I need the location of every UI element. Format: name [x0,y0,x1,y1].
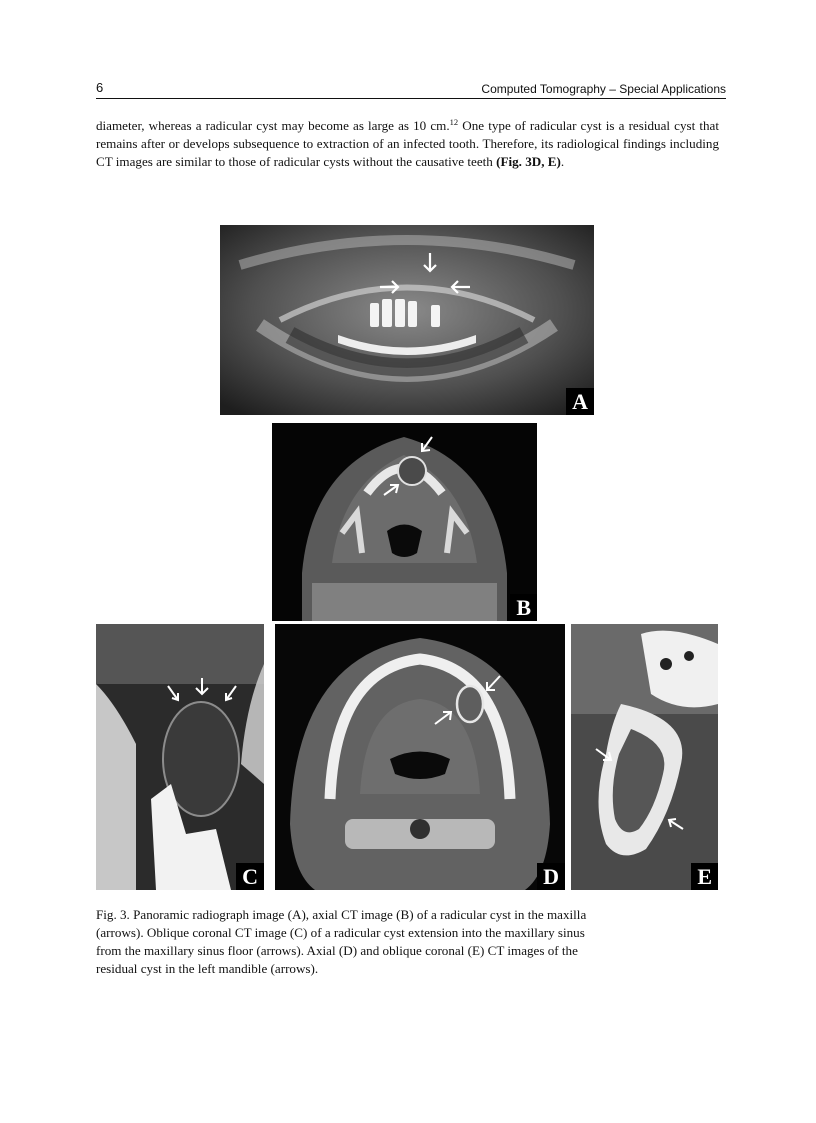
panel-label-c: C [236,863,264,890]
body-paragraph [96,117,719,171]
axial-ct-mandible-image [275,624,565,890]
figure-caption [96,906,719,978]
panel-label-a: A [566,388,594,415]
body-text-3: . [560,154,565,169]
figure-panel-a [220,225,594,415]
figure-reference: (Fig. 3D, E) [496,154,561,169]
running-header [96,80,726,98]
panel-label-d: D [537,863,565,890]
figure-panel-d [275,624,565,890]
page-number: 6 [96,80,104,95]
header-rule [96,98,726,99]
body-text-2: One type of radicular cyst is a residual cyst that remains after or develops subsequence to extraction of an infected tooth. Therefore, its radiological findings including CT images are similar to those of radicular cysts without the causative teeth [96,118,720,169]
caption-line: (arrows). Oblique coronal CT image (C) of a radicular cyst extension into the maxillary sinus [96,925,585,940]
caption-line: residual cyst in the left mandible (arrows). [96,961,319,976]
body-text-1: diameter, whereas a radicular cyst may become as large as 10 cm. [96,118,450,133]
figure-panel-b [272,423,537,621]
reference-superscript: 12 [449,117,459,127]
caption-line: Fig. 3. Panoramic radiograph image (A), axial CT image (B) of a radicular cyst in the maxilla [96,907,587,922]
panel-label-b: B [510,594,537,621]
oblique-coronal-ct-mandible-image [571,624,718,890]
figure-panel-e [571,624,718,890]
axial-ct-maxilla-image [272,423,537,621]
running-title: Computed Tomography – Special Applications [481,82,726,96]
panel-label-e: E [691,863,718,890]
caption-line: from the maxillary sinus floor (arrows). Axial (D) and oblique coronal (E) CT images of the [96,943,578,958]
figure-panel-c [96,624,264,890]
oblique-coronal-ct-sinus-image [96,624,264,890]
panoramic-radiograph-image [220,225,594,415]
